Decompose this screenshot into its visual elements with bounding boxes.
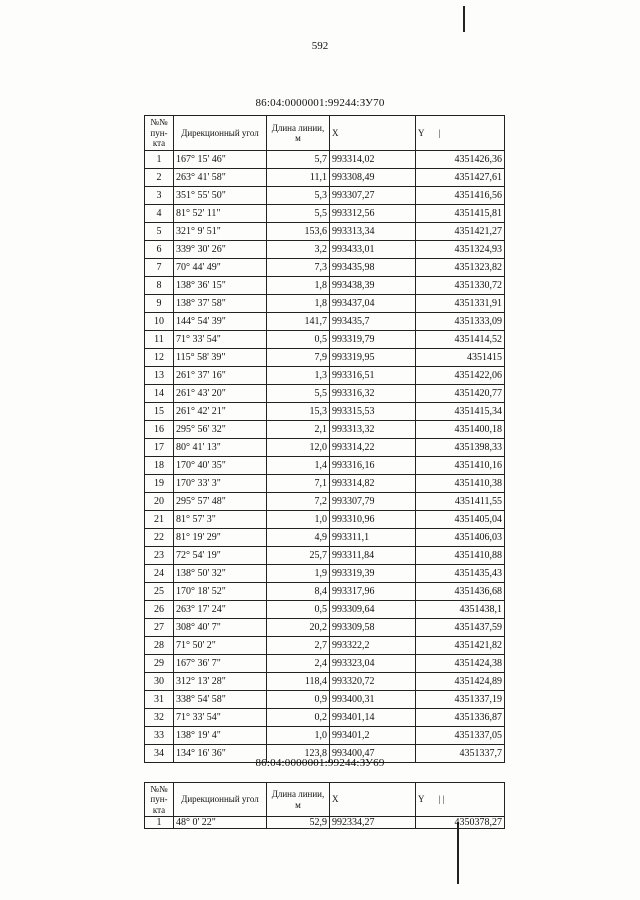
table-row (145, 223, 505, 241)
direction-angle-cell: 167° 15' 46" (174, 151, 267, 169)
x-coordinate-cell: 993313,32 (330, 421, 416, 439)
x-coordinate-cell: 993400,47 (330, 745, 416, 763)
y-coordinate-cell: 4351406,03 (416, 529, 505, 547)
point-number-cell: 11 (145, 331, 174, 349)
point-number-cell: 34 (145, 745, 174, 763)
direction-angle-cell: 72° 54' 19" (174, 547, 267, 565)
table-row (145, 637, 505, 655)
point-number-cell: 22 (145, 529, 174, 547)
point-number-cell: 29 (145, 655, 174, 673)
point-number-cell: 4 (145, 205, 174, 223)
direction-angle-cell: 339° 30' 26" (174, 241, 267, 259)
x-coordinate-cell: 993319,95 (330, 349, 416, 367)
point-number-cell: 1 (145, 817, 174, 829)
line-length-cell: 3,2 (267, 241, 330, 259)
point-number-cell: 32 (145, 709, 174, 727)
table-row (145, 727, 505, 745)
table-row (145, 259, 505, 277)
point-number-cell: 5 (145, 223, 174, 241)
x-coordinate-cell: 993435,98 (330, 259, 416, 277)
line-length-cell: 1,9 (267, 565, 330, 583)
direction-angle-cell: 81° 57' 3" (174, 511, 267, 529)
y-coordinate-cell: 4351337,19 (416, 691, 505, 709)
header-point-number: №№ пун- кта (145, 116, 174, 151)
y-coordinate-cell: 4351424,38 (416, 655, 505, 673)
table-row (145, 205, 505, 223)
line-length-cell: 5,5 (267, 205, 330, 223)
line-length-cell: 11,1 (267, 169, 330, 187)
x-coordinate-cell: 993438,39 (330, 277, 416, 295)
header-line-length: Длина линии, м (267, 116, 330, 151)
line-length-cell: 1,4 (267, 457, 330, 475)
header-point-number: №№ пун- кта (145, 783, 174, 817)
direction-angle-cell: 81° 52' 11" (174, 205, 267, 223)
point-number-cell: 16 (145, 421, 174, 439)
y-coordinate-cell: 4351336,87 (416, 709, 505, 727)
line-length-cell: 7,1 (267, 475, 330, 493)
header-y-label: Y (418, 794, 425, 805)
x-coordinate-cell: 993435,7 (330, 313, 416, 331)
line-length-cell: 0,5 (267, 331, 330, 349)
x-coordinate-cell: 993401,2 (330, 727, 416, 745)
header-y-label: Y (418, 127, 425, 138)
table-row (145, 583, 505, 601)
line-length-cell: 12,0 (267, 439, 330, 457)
table-1-body (145, 151, 505, 763)
x-coordinate-cell: 993309,58 (330, 619, 416, 637)
y-coordinate-cell: 4351323,82 (416, 259, 505, 277)
point-number-cell: 2 (145, 169, 174, 187)
line-length-cell: 7,2 (267, 493, 330, 511)
line-length-cell: 141,7 (267, 313, 330, 331)
line-length-cell: 7,9 (267, 349, 330, 367)
table-row (145, 655, 505, 673)
table-row (145, 331, 505, 349)
line-length-cell: 5,3 (267, 187, 330, 205)
y-coordinate-cell: 4351411,55 (416, 493, 505, 511)
direction-angle-cell: 167° 36' 7" (174, 655, 267, 673)
line-length-cell: 1,8 (267, 277, 330, 295)
table-row (145, 367, 505, 385)
header-line-length: Длина линии, м (267, 783, 330, 817)
line-length-cell: 0,5 (267, 601, 330, 619)
line-length-cell: 4,9 (267, 529, 330, 547)
direction-angle-cell: 71° 50' 2" (174, 637, 267, 655)
y-coordinate-cell: 4351435,43 (416, 565, 505, 583)
table-row (145, 403, 505, 421)
y-coordinate-cell: 4351333,09 (416, 313, 505, 331)
x-coordinate-cell: 993433,01 (330, 241, 416, 259)
x-coordinate-cell: 993313,34 (330, 223, 416, 241)
table-row (145, 601, 505, 619)
y-coordinate-cell: 4351421,27 (416, 223, 505, 241)
point-number-cell: 9 (145, 295, 174, 313)
table-row (145, 565, 505, 583)
y-coordinate-cell: 4351438,1 (416, 601, 505, 619)
header-y (416, 116, 505, 151)
direction-angle-cell: 170° 40' 35" (174, 457, 267, 475)
table-row (145, 709, 505, 727)
table-row (145, 547, 505, 565)
direction-angle-cell: 138° 37' 58" (174, 295, 267, 313)
line-length-cell: 153,6 (267, 223, 330, 241)
line-length-cell: 2,4 (267, 655, 330, 673)
direction-angle-cell: 351° 55' 50" (174, 187, 267, 205)
x-coordinate-cell: 993308,49 (330, 169, 416, 187)
direction-angle-cell: 170° 18' 52" (174, 583, 267, 601)
direction-angle-cell: 263° 17' 24" (174, 601, 267, 619)
y-coordinate-cell: 4351427,61 (416, 169, 505, 187)
y-coordinate-cell: 4351424,89 (416, 673, 505, 691)
table-row (145, 241, 505, 259)
line-length-cell: 1,3 (267, 367, 330, 385)
x-coordinate-cell: 993314,02 (330, 151, 416, 169)
point-number-cell: 21 (145, 511, 174, 529)
line-length-cell: 118,4 (267, 673, 330, 691)
point-number-cell: 8 (145, 277, 174, 295)
y-coordinate-cell: 4351410,16 (416, 457, 505, 475)
point-number-cell: 27 (145, 619, 174, 637)
header-y-mark: | | (438, 794, 445, 805)
line-length-cell: 1,0 (267, 511, 330, 529)
point-number-cell: 14 (145, 385, 174, 403)
point-number-cell: 12 (145, 349, 174, 367)
table-row (145, 349, 505, 367)
table-row (145, 313, 505, 331)
point-number-cell: 15 (145, 403, 174, 421)
table-header-row (145, 783, 505, 817)
x-coordinate-cell: 993437,04 (330, 295, 416, 313)
point-number-cell: 10 (145, 313, 174, 331)
line-length-cell: 2,1 (267, 421, 330, 439)
y-coordinate-cell: 4351410,88 (416, 547, 505, 565)
line-length-cell: 7,3 (267, 259, 330, 277)
line-length-cell: 1,8 (267, 295, 330, 313)
direction-angle-cell: 261° 37' 16" (174, 367, 267, 385)
line-length-cell: 8,4 (267, 583, 330, 601)
x-coordinate-cell: 993314,82 (330, 475, 416, 493)
y-coordinate-cell: 4351437,59 (416, 619, 505, 637)
direction-angle-cell: 295° 57' 48" (174, 493, 267, 511)
x-coordinate-cell: 993310,96 (330, 511, 416, 529)
header-y-mark: | (438, 127, 441, 138)
line-length-cell: 0,9 (267, 691, 330, 709)
line-length-cell: 52,9 (267, 817, 330, 829)
y-coordinate-cell: 4351436,68 (416, 583, 505, 601)
point-number-cell: 31 (145, 691, 174, 709)
table-2-title: 86:04:0000001:99244:ЗУ69 (255, 757, 385, 769)
y-coordinate-cell: 4351415 (416, 349, 505, 367)
direction-angle-cell: 261° 42' 21" (174, 403, 267, 421)
y-coordinate-cell: 4351324,93 (416, 241, 505, 259)
table-row (145, 475, 505, 493)
direction-angle-cell: 295° 56' 32" (174, 421, 267, 439)
table-row (145, 529, 505, 547)
line-length-cell: 1,0 (267, 727, 330, 745)
x-coordinate-cell: 993307,27 (330, 187, 416, 205)
header-y (416, 783, 505, 817)
x-coordinate-cell: 993315,53 (330, 403, 416, 421)
direction-angle-cell: 48° 0' 22" (174, 817, 267, 829)
line-length-cell: 2,7 (267, 637, 330, 655)
point-number-cell: 1 (145, 151, 174, 169)
point-number-cell: 19 (145, 475, 174, 493)
line-length-cell: 0,2 (267, 709, 330, 727)
y-coordinate-cell: 4351337,7 (416, 745, 505, 763)
y-coordinate-cell: 4351330,72 (416, 277, 505, 295)
header-direction-angle: Дирекционный угол (174, 116, 267, 151)
y-coordinate-cell: 4351415,81 (416, 205, 505, 223)
y-coordinate-cell: 4351398,33 (416, 439, 505, 457)
point-number-cell: 33 (145, 727, 174, 745)
table-2-body (145, 817, 505, 829)
table-row (145, 439, 505, 457)
direction-angle-cell: 115° 58' 39" (174, 349, 267, 367)
x-coordinate-cell: 993319,39 (330, 565, 416, 583)
table-row (145, 493, 505, 511)
point-number-cell: 26 (145, 601, 174, 619)
direction-angle-cell: 261° 43' 20" (174, 385, 267, 403)
line-length-cell: 15,3 (267, 403, 330, 421)
direction-angle-cell: 338° 54' 58" (174, 691, 267, 709)
point-number-cell: 13 (145, 367, 174, 385)
direction-angle-cell: 138° 50' 32" (174, 565, 267, 583)
x-coordinate-cell: 993317,96 (330, 583, 416, 601)
point-number-cell: 18 (145, 457, 174, 475)
x-coordinate-cell: 993316,51 (330, 367, 416, 385)
table-row (145, 619, 505, 637)
point-number-cell: 17 (145, 439, 174, 457)
point-number-cell: 6 (145, 241, 174, 259)
line-length-cell: 123,8 (267, 745, 330, 763)
y-coordinate-cell: 4351337,05 (416, 727, 505, 745)
y-coordinate-cell: 4351414,52 (416, 331, 505, 349)
direction-angle-cell: 263° 41' 58" (174, 169, 267, 187)
x-coordinate-cell: 992334,27 (330, 817, 416, 829)
y-coordinate-cell: 4351422,06 (416, 367, 505, 385)
x-coordinate-cell: 993401,14 (330, 709, 416, 727)
table-header-row (145, 116, 505, 151)
header-x: X (330, 116, 416, 151)
x-coordinate-cell: 993311,1 (330, 529, 416, 547)
table-row (145, 151, 505, 169)
x-coordinate-cell: 993323,04 (330, 655, 416, 673)
table-1-title: 86:04:0000001:99244:ЗУ70 (255, 97, 385, 109)
direction-angle-cell: 81° 19' 29" (174, 529, 267, 547)
point-number-cell: 24 (145, 565, 174, 583)
direction-angle-cell: 312° 13' 28" (174, 673, 267, 691)
scan-mark (463, 6, 465, 32)
x-coordinate-cell: 993312,56 (330, 205, 416, 223)
direction-angle-cell: 321° 9' 51" (174, 223, 267, 241)
line-length-cell: 25,7 (267, 547, 330, 565)
x-coordinate-cell: 993309,64 (330, 601, 416, 619)
y-coordinate-cell: 4351410,38 (416, 475, 505, 493)
direction-angle-cell: 308° 40' 7" (174, 619, 267, 637)
y-coordinate-cell: 4350378,27 (416, 817, 505, 829)
x-coordinate-cell: 993316,16 (330, 457, 416, 475)
header-direction-angle: Дирекционный угол (174, 783, 267, 817)
y-coordinate-cell: 4351416,56 (416, 187, 505, 205)
y-coordinate-cell: 4351415,34 (416, 403, 505, 421)
y-coordinate-cell: 4351331,91 (416, 295, 505, 313)
x-coordinate-cell: 993316,32 (330, 385, 416, 403)
table-row (145, 169, 505, 187)
line-length-cell: 5,7 (267, 151, 330, 169)
coordinates-table-2 (144, 782, 505, 829)
x-coordinate-cell: 993400,31 (330, 691, 416, 709)
coordinates-table-1 (144, 115, 505, 763)
point-number-cell: 20 (145, 493, 174, 511)
x-coordinate-cell: 993319,79 (330, 331, 416, 349)
table-row (145, 385, 505, 403)
table-row (145, 295, 505, 313)
line-length-cell: 5,5 (267, 385, 330, 403)
direction-angle-cell: 71° 33' 54" (174, 709, 267, 727)
x-coordinate-cell: 993307,79 (330, 493, 416, 511)
y-coordinate-cell: 4351426,36 (416, 151, 505, 169)
direction-angle-cell: 170° 33' 3" (174, 475, 267, 493)
y-coordinate-cell: 4351421,82 (416, 637, 505, 655)
direction-angle-cell: 138° 36' 15" (174, 277, 267, 295)
x-coordinate-cell: 993314,22 (330, 439, 416, 457)
table-row (145, 673, 505, 691)
table-row (145, 457, 505, 475)
direction-angle-cell: 80° 41' 13" (174, 439, 267, 457)
table-row (145, 277, 505, 295)
point-number-cell: 7 (145, 259, 174, 277)
point-number-cell: 25 (145, 583, 174, 601)
y-coordinate-cell: 4351400,18 (416, 421, 505, 439)
table-row (145, 187, 505, 205)
point-number-cell: 28 (145, 637, 174, 655)
direction-angle-cell: 144° 54' 39" (174, 313, 267, 331)
table-row (145, 421, 505, 439)
page-number: 592 (311, 40, 329, 52)
point-number-cell: 30 (145, 673, 174, 691)
direction-angle-cell: 138° 19' 4" (174, 727, 267, 745)
table-row (145, 511, 505, 529)
direction-angle-cell: 70° 44' 49" (174, 259, 267, 277)
direction-angle-cell: 71° 33' 54" (174, 331, 267, 349)
scan-mark (457, 822, 459, 884)
line-length-cell: 20,2 (267, 619, 330, 637)
direction-angle-cell: 134° 16' 36" (174, 745, 267, 763)
table-row (145, 817, 505, 829)
point-number-cell: 3 (145, 187, 174, 205)
header-x: X (330, 783, 416, 817)
x-coordinate-cell: 993311,84 (330, 547, 416, 565)
y-coordinate-cell: 4351405,04 (416, 511, 505, 529)
y-coordinate-cell: 4351420,77 (416, 385, 505, 403)
x-coordinate-cell: 993320,72 (330, 673, 416, 691)
x-coordinate-cell: 993322,2 (330, 637, 416, 655)
table-row (145, 691, 505, 709)
point-number-cell: 23 (145, 547, 174, 565)
